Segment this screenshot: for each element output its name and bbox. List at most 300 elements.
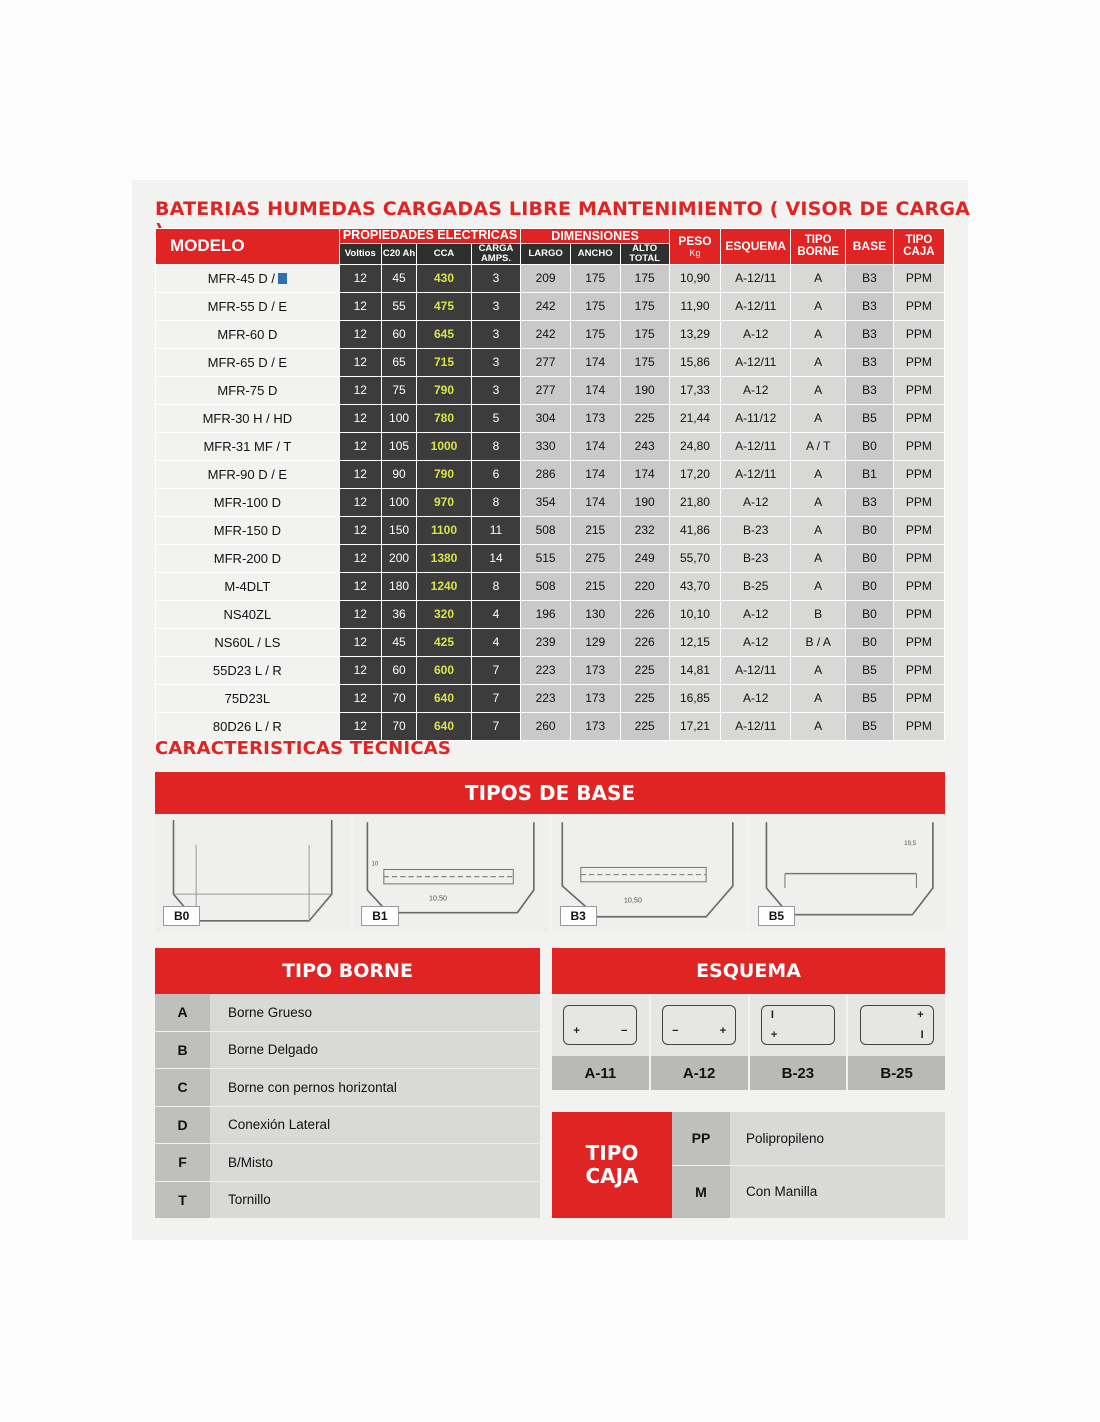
cell-peso: 13,29 [669, 320, 720, 348]
col-esquema: ESQUEMA [721, 229, 791, 265]
cell-borne: A / T [791, 432, 846, 460]
esquema-label: B-23 [750, 1056, 849, 1090]
sub-ancho: ANCHO [570, 244, 620, 265]
cell-c20: 60 [381, 656, 417, 684]
cell-caja: PPM [893, 600, 944, 628]
cell-c20: 150 [381, 516, 417, 544]
esquema-diagram-b-25 [848, 994, 945, 1056]
sub-carga: CARGA AMPS. [471, 244, 521, 265]
cell-voltios: 12 [339, 264, 381, 292]
cell-largo: 286 [521, 460, 571, 488]
svg-text:10,50: 10,50 [623, 895, 642, 905]
cell-largo: 260 [521, 712, 571, 740]
cell-esquema: A-12 [721, 488, 791, 516]
cell-alto: 175 [620, 292, 669, 320]
cell-largo: 515 [521, 544, 571, 572]
terminal-layout-icon: − + [662, 1005, 736, 1045]
cell-modelo: MFR-75 D [156, 376, 340, 404]
cell-base: B3 [846, 264, 894, 292]
cell-largo: 508 [521, 572, 571, 600]
borne-value: Borne Grueso [210, 994, 540, 1032]
borne-value: Borne Delgado [210, 1032, 540, 1070]
svg-text:10: 10 [371, 860, 379, 868]
cell-borne: A [791, 460, 846, 488]
caja-section-title [552, 1112, 672, 1218]
cell-peso: 14,81 [669, 656, 720, 684]
terminal-layout-icon: + I [860, 1005, 934, 1045]
cell-largo: 196 [521, 600, 571, 628]
cell-base: B5 [846, 684, 894, 712]
cell-cca: 1000 [417, 432, 471, 460]
cell-cca: 425 [417, 628, 471, 656]
table-row [156, 404, 945, 432]
borne-key-column [155, 994, 210, 1218]
esquema-label: B-25 [848, 1056, 945, 1090]
cell-cca: 645 [417, 320, 471, 348]
base-tag-label: B0 [163, 906, 200, 926]
cell-modelo: MFR-200 D [156, 544, 340, 572]
cell-largo: 277 [521, 376, 571, 404]
cell-esquema: B-23 [721, 516, 791, 544]
cell-peso: 10,90 [669, 264, 720, 292]
cell-peso: 17,20 [669, 460, 720, 488]
cell-modelo: 80D26 L / R [156, 712, 340, 740]
cell-ancho: 175 [570, 320, 620, 348]
cell-esquema: A-12/11 [721, 656, 791, 684]
esquema-label: A-12 [651, 1056, 750, 1090]
cell-largo: 304 [521, 404, 571, 432]
cell-esquema: B-23 [721, 544, 791, 572]
cell-voltios: 12 [339, 432, 381, 460]
table-row [156, 516, 945, 544]
caja-title-line1: TIPO [585, 1141, 639, 1165]
cell-peso: 15,86 [669, 348, 720, 376]
cell-voltios: 12 [339, 684, 381, 712]
cell-cca: 790 [417, 460, 471, 488]
cell-c20: 70 [381, 684, 417, 712]
cell-c20: 105 [381, 432, 417, 460]
cell-peso: 24,80 [669, 432, 720, 460]
borne-key: C [155, 1069, 210, 1107]
col-propiedades: PROPIEDADES ELÉCTRICAS [339, 229, 521, 244]
cell-voltios: 12 [339, 460, 381, 488]
cell-c20: 45 [381, 628, 417, 656]
cell-base: B0 [846, 516, 894, 544]
cell-peso: 41,86 [669, 516, 720, 544]
base-type-b3 [552, 814, 750, 932]
esquema-diagram-a-12 [651, 994, 750, 1056]
cell-alto: 175 [620, 348, 669, 376]
cell-esquema: A-12 [721, 628, 791, 656]
caja-key: M [695, 1183, 707, 1200]
cell-modelo: MFR-60 D [156, 320, 340, 348]
cell-alto: 243 [620, 432, 669, 460]
cell-modelo: 75D23L [156, 684, 340, 712]
cell-cca: 790 [417, 376, 471, 404]
cell-cca: 320 [417, 600, 471, 628]
cell-borne: A [791, 656, 846, 684]
cell-base: B1 [846, 460, 894, 488]
cell-modelo: MFR-65 D / E [156, 348, 340, 376]
cell-ancho: 174 [570, 432, 620, 460]
col-peso-label: PESO [678, 234, 712, 249]
caja-title-line2: CAJA [585, 1164, 639, 1188]
cell-carga: 4 [471, 628, 521, 656]
cell-cca: 1100 [417, 516, 471, 544]
base-type-b1 [353, 814, 551, 932]
cell-voltios: 12 [339, 376, 381, 404]
cell-peso: 12,15 [669, 628, 720, 656]
cell-peso: 55,70 [669, 544, 720, 572]
cell-esquema: A-11/12 [721, 404, 791, 432]
cell-largo: 223 [521, 684, 571, 712]
cell-largo: 330 [521, 432, 571, 460]
col-dimensiones: DIMENSIONES [521, 229, 670, 244]
cell-modelo: M-4DLT [156, 572, 340, 600]
cell-voltios: 12 [339, 348, 381, 376]
caja-value-column [730, 1112, 945, 1218]
cell-alto: 225 [620, 684, 669, 712]
cell-base: B3 [846, 376, 894, 404]
cell-borne: A [791, 544, 846, 572]
cell-voltios: 12 [339, 516, 381, 544]
cell-esquema: A-12/11 [721, 292, 791, 320]
cell-base: B5 [846, 656, 894, 684]
cell-base: B5 [846, 712, 894, 740]
cell-modelo: MFR-45 D / [156, 264, 340, 292]
terminal-layout-icon: I + [761, 1005, 835, 1045]
cell-carga: 8 [471, 572, 521, 600]
col-peso [669, 229, 720, 265]
sub-largo: LARGO [521, 244, 571, 265]
caja-value: Con Manilla [746, 1184, 818, 1200]
cell-carga: 7 [471, 712, 521, 740]
cell-caja: PPM [893, 264, 944, 292]
battery-spec-table [155, 228, 945, 741]
cell-alto: 174 [620, 460, 669, 488]
table-row [156, 432, 945, 460]
cell-borne: A [791, 348, 846, 376]
base-type-b0 [155, 814, 353, 932]
caja-key-column [672, 1112, 730, 1218]
esquema-label: A-11 [552, 1056, 651, 1090]
cell-alto: 175 [620, 264, 669, 292]
cell-voltios: 12 [339, 488, 381, 516]
cell-largo: 354 [521, 488, 571, 516]
cell-peso: 21,80 [669, 488, 720, 516]
cell-caja: PPM [893, 376, 944, 404]
svg-text:19,5: 19,5 [903, 839, 916, 847]
cell-esquema: A-12 [721, 376, 791, 404]
col-tipo-borne: TIPO BORNE [791, 229, 846, 265]
esquema-labels [552, 1056, 945, 1090]
cell-alto: 225 [620, 404, 669, 432]
section-title: CARACTERISTICAS TECNICAS [155, 738, 452, 759]
cell-cca: 640 [417, 684, 471, 712]
cell-cca: 970 [417, 488, 471, 516]
terminal-layout-icon: + − [563, 1005, 637, 1045]
cell-esquema: A-12/11 [721, 348, 791, 376]
base-section-title: TIPOS DE BASE [155, 772, 945, 814]
table-row [156, 292, 945, 320]
cell-carga: 11 [471, 516, 521, 544]
cell-caja: PPM [893, 544, 944, 572]
table-row [156, 460, 945, 488]
sub-alto: ALTO TOTAL [620, 244, 669, 265]
cell-cca: 715 [417, 348, 471, 376]
cell-carga: 6 [471, 460, 521, 488]
cell-cca: 640 [417, 712, 471, 740]
cell-base: B3 [846, 320, 894, 348]
cell-esquema: A-12/11 [721, 460, 791, 488]
cell-caja: PPM [893, 684, 944, 712]
cell-modelo: MFR-90 D / E [156, 460, 340, 488]
cell-cca: 475 [417, 292, 471, 320]
cell-base: B0 [846, 628, 894, 656]
table-row [156, 712, 945, 740]
cell-borne: A [791, 516, 846, 544]
cell-c20: 100 [381, 488, 417, 516]
cell-borne: A [791, 320, 846, 348]
cell-c20: 60 [381, 320, 417, 348]
charge-indicator-icon [278, 273, 287, 284]
cell-ancho: 174 [570, 376, 620, 404]
cell-base: B0 [846, 572, 894, 600]
cell-caja: PPM [893, 432, 944, 460]
cell-carga: 8 [471, 488, 521, 516]
cell-esquema: A-12/11 [721, 432, 791, 460]
table-row [156, 628, 945, 656]
cell-peso: 10,10 [669, 600, 720, 628]
cell-borne: A [791, 292, 846, 320]
caja-key: PP [672, 1112, 730, 1166]
table-row [156, 684, 945, 712]
table-row [156, 488, 945, 516]
cell-ancho: 275 [570, 544, 620, 572]
cell-c20: 90 [381, 460, 417, 488]
cell-voltios: 12 [339, 600, 381, 628]
cell-ancho: 173 [570, 684, 620, 712]
cell-carga: 3 [471, 264, 521, 292]
cell-carga: 3 [471, 292, 521, 320]
cell-carga: 3 [471, 348, 521, 376]
col-base: BASE [846, 229, 894, 265]
cell-esquema: A-12 [721, 320, 791, 348]
cell-ancho: 174 [570, 488, 620, 516]
cell-alto: 226 [620, 600, 669, 628]
cell-caja: PPM [893, 628, 944, 656]
cell-ancho: 173 [570, 656, 620, 684]
base-types-strip [155, 814, 945, 932]
cell-ancho: 175 [570, 292, 620, 320]
cell-peso: 16,85 [669, 684, 720, 712]
cell-alto: 232 [620, 516, 669, 544]
table-row [156, 656, 945, 684]
base-tag-label: B3 [560, 906, 597, 926]
cell-borne: A [791, 376, 846, 404]
cell-voltios: 12 [339, 404, 381, 432]
borne-value: Tornillo [228, 1192, 271, 1208]
cell-borne: A [791, 404, 846, 432]
cell-cca: 430 [417, 264, 471, 292]
cell-esquema: A-12/11 [721, 264, 791, 292]
cell-modelo: MFR-30 H / HD [156, 404, 340, 432]
cell-ancho: 173 [570, 712, 620, 740]
borne-value: Conexión Lateral [210, 1107, 540, 1145]
cell-carga: 5 [471, 404, 521, 432]
cell-base: B3 [846, 292, 894, 320]
cell-alto: 190 [620, 488, 669, 516]
cell-ancho: 129 [570, 628, 620, 656]
cell-voltios: 12 [339, 572, 381, 600]
col-tipo-caja: TIPO CAJA [893, 229, 944, 265]
borne-key: F [155, 1144, 210, 1182]
table-row [156, 600, 945, 628]
cell-c20: 75 [381, 376, 417, 404]
cell-voltios: 12 [339, 712, 381, 740]
cell-peso: 11,90 [669, 292, 720, 320]
borne-key: T [178, 1191, 187, 1208]
cell-cca: 1380 [417, 544, 471, 572]
cell-caja: PPM [893, 460, 944, 488]
base-type-b5 [750, 814, 945, 932]
cell-voltios: 12 [339, 320, 381, 348]
cell-caja: PPM [893, 292, 944, 320]
cell-voltios: 12 [339, 656, 381, 684]
cell-caja: PPM [893, 404, 944, 432]
cell-modelo: NS40ZL [156, 600, 340, 628]
cell-modelo: MFR-150 D [156, 516, 340, 544]
cell-esquema: A-12/11 [721, 712, 791, 740]
cell-esquema: B-25 [721, 572, 791, 600]
base-tag-label: B1 [361, 906, 398, 926]
borne-key: A [155, 994, 210, 1032]
table-row [156, 572, 945, 600]
sub-cca: CCA [417, 244, 471, 265]
esquema-diagrams [552, 994, 945, 1056]
col-peso-unit: Kg [689, 248, 701, 259]
cell-alto: 190 [620, 376, 669, 404]
cell-carga: 7 [471, 656, 521, 684]
cell-c20: 55 [381, 292, 417, 320]
cell-alto: 226 [620, 628, 669, 656]
borne-value-column [210, 994, 540, 1218]
cell-cca: 600 [417, 656, 471, 684]
cell-base: B0 [846, 544, 894, 572]
cell-modelo: MFR-100 D [156, 488, 340, 516]
cell-c20: 70 [381, 712, 417, 740]
borne-key: B [155, 1032, 210, 1070]
cell-c20: 45 [381, 264, 417, 292]
cell-caja: PPM [893, 656, 944, 684]
cell-peso: 17,21 [669, 712, 720, 740]
cell-c20: 100 [381, 404, 417, 432]
cell-ancho: 215 [570, 516, 620, 544]
cell-peso: 17,33 [669, 376, 720, 404]
cell-peso: 43,70 [669, 572, 720, 600]
cell-base: B0 [846, 600, 894, 628]
cell-esquema: A-12 [721, 600, 791, 628]
svg-text:10,50: 10,50 [429, 893, 448, 903]
table-row [156, 544, 945, 572]
cell-c20: 65 [381, 348, 417, 376]
cell-peso: 21,44 [669, 404, 720, 432]
cell-caja: PPM [893, 348, 944, 376]
cell-cca: 1240 [417, 572, 471, 600]
sub-voltios: Voltios [339, 244, 381, 265]
cell-caja: PPM [893, 320, 944, 348]
cell-borne: A [791, 572, 846, 600]
col-modelo: MODELO [156, 229, 340, 265]
cell-carga: 4 [471, 600, 521, 628]
cell-alto: 220 [620, 572, 669, 600]
cell-caja: PPM [893, 712, 944, 740]
cell-borne: B [791, 600, 846, 628]
sub-c20: C20 Ah [381, 244, 417, 265]
cell-caja: PPM [893, 488, 944, 516]
cell-borne: A [791, 684, 846, 712]
cell-modelo: MFR-55 D / E [156, 292, 340, 320]
cell-largo: 242 [521, 292, 571, 320]
borne-value: B/Misto [210, 1144, 540, 1182]
cell-caja: PPM [893, 572, 944, 600]
cell-base: B3 [846, 488, 894, 516]
cell-ancho: 130 [570, 600, 620, 628]
esquema-section-title: ESQUEMA [552, 948, 945, 994]
cell-modelo: NS60L / LS [156, 628, 340, 656]
cell-borne: A [791, 488, 846, 516]
cell-base: B0 [846, 432, 894, 460]
cell-largo: 242 [521, 320, 571, 348]
cell-largo: 277 [521, 348, 571, 376]
table-row [156, 320, 945, 348]
esquema-diagram-a-11 [552, 994, 651, 1056]
cell-largo: 239 [521, 628, 571, 656]
cell-carga: 3 [471, 376, 521, 404]
cell-modelo: 55D23 L / R [156, 656, 340, 684]
table-body [156, 264, 945, 740]
cell-cca: 780 [417, 404, 471, 432]
base-tag-label: B5 [758, 906, 795, 926]
borne-key: D [155, 1107, 210, 1145]
cell-largo: 223 [521, 656, 571, 684]
cell-caja: PPM [893, 516, 944, 544]
cell-c20: 200 [381, 544, 417, 572]
cell-voltios: 12 [339, 544, 381, 572]
cell-alto: 225 [620, 656, 669, 684]
borne-section-title: TIPO BORNE [155, 948, 540, 994]
cell-voltios: 12 [339, 628, 381, 656]
cell-largo: 508 [521, 516, 571, 544]
cell-borne: A [791, 712, 846, 740]
cell-voltios: 12 [339, 292, 381, 320]
cell-alto: 225 [620, 712, 669, 740]
table-row [156, 264, 945, 292]
borne-value: Borne con pernos horizontal [210, 1069, 540, 1107]
cell-alto: 175 [620, 320, 669, 348]
table-row [156, 348, 945, 376]
cell-c20: 36 [381, 600, 417, 628]
cell-borne: B / A [791, 628, 846, 656]
cell-borne: A [791, 264, 846, 292]
cell-c20: 180 [381, 572, 417, 600]
page-title: BATERIAS HUMEDAS CARGADAS LIBRE MANTENIMIENTO ( VISOR DE CARGA ) [155, 198, 971, 242]
cell-ancho: 215 [570, 572, 620, 600]
cell-esquema: A-12 [721, 684, 791, 712]
table-row [156, 376, 945, 404]
cell-carga: 8 [471, 432, 521, 460]
cell-ancho: 174 [570, 348, 620, 376]
